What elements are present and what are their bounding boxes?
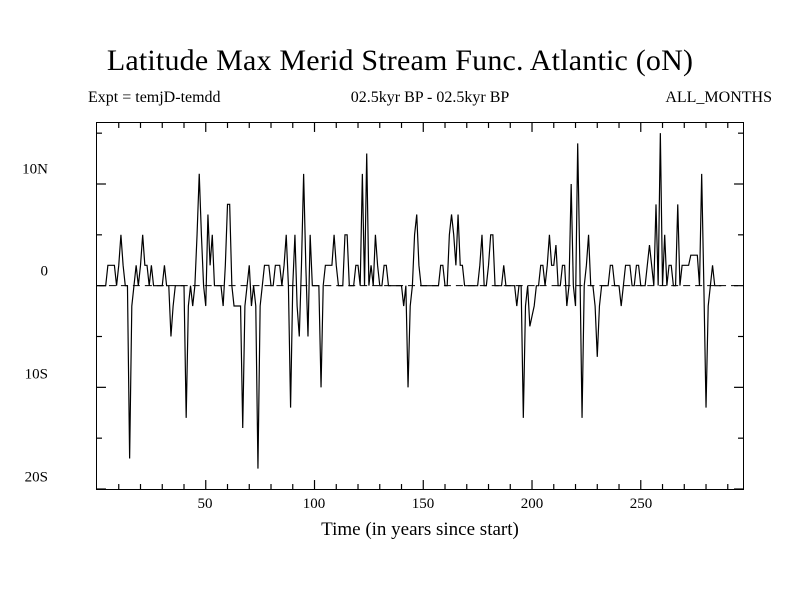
experiment-label: Expt = temjD-temdd <box>88 89 221 106</box>
ytick-label-0: 0 <box>40 263 48 280</box>
xtick-label-50: 50 <box>197 496 213 512</box>
xtick-label-250: 250 <box>629 496 653 512</box>
ytick-label-10S: 10S <box>24 366 48 383</box>
ytick-label-20S: 20S <box>24 469 48 486</box>
chart-subheader <box>88 89 772 109</box>
data-series-line <box>99 133 721 469</box>
xtick-label-100: 100 <box>302 496 326 512</box>
period-label: 02.5kyr BP - 02.5kyr BP <box>350 89 510 106</box>
plot-area <box>96 122 744 490</box>
plot-svg <box>97 123 743 489</box>
xtick-label-200: 200 <box>520 496 544 512</box>
axis-ticks <box>97 123 743 489</box>
x-axis-label: Time (in years since start) <box>321 519 519 540</box>
xtick-label-150: 150 <box>411 496 435 512</box>
page-title: Latitude Max Merid Stream Func. Atlantic (oN) <box>106 44 694 77</box>
ytick-label-10N: 10N <box>22 161 48 178</box>
months-label: ALL_MONTHS <box>665 89 772 106</box>
